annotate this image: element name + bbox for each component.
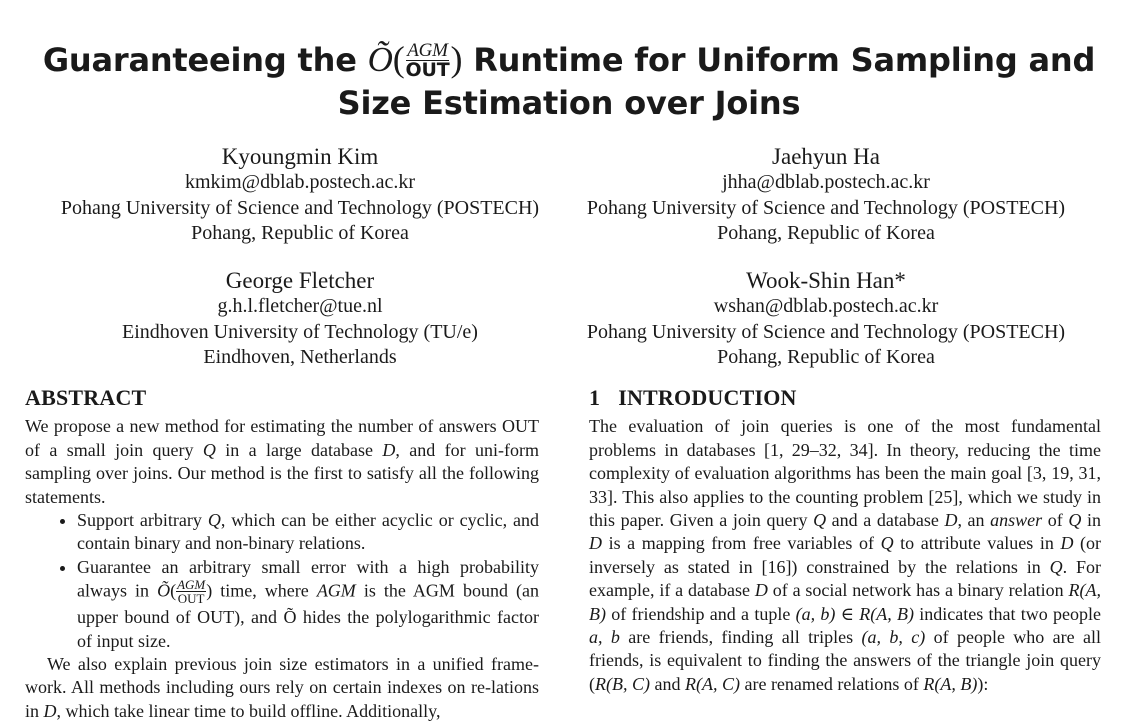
author-location: Pohang, Republic of Korea [717,222,935,244]
list-item: • Guarantee an arbitrary small error with a high probability always in Õ( $\frac{\text{AGM}}{\text{OUT}}$ ) time, where AGM is the AGM bound (an upper bound of OUT), and Õ hides the polylogarithmic factor of input size. [77,556,539,653]
inline-fraction: $\frac{\text{AGM}}{\text{OUT}}$ [177,577,206,607]
author-block-1 [25,143,575,247]
title-line-1: Guaranteeing the Õ( $\frac{\text{AGM}}{\text{OUT}}$ ) Runtime for Uniform Sampling and [42,39,1096,81]
author-name: Kyoungmin Kim [221,144,379,169]
author-location: Eindhoven, Netherlands [203,346,397,368]
author-name: George Fletcher [225,268,375,293]
author-affiliation: Pohang University of Science and Technology (POSTECH) [586,320,1066,343]
author-location: Pohang, Republic of Korea [717,346,935,368]
abstract-paragraph-1: We propose a new method for estimating the number of answers OUT of a small join query Q in a large database D, and for uni-form sampling over joins. Our method is the first to satisfy all the following statements. [25,416,539,507]
title-fraction: $\frac{\text{AGM}}{\text{OUT}}$ [405,39,450,81]
abstract-paragraph-2: We also explain previous join size estimators in a unified frame-work. All methods including ours rely on certain indexes on re-lations in D, which take linear time to build offline. Additionally, [25,654,539,721]
author-email: jhha@dblab.postech.ac.kr [722,171,930,193]
introduction-paragraph: The evaluation of join queries is one of the most fundamental problems in databases [1, 29–32, 34]. In theory, reducing the time complexity of evaluation algorithms has been the main goal [3, 19, 31, 33]. This also applies to the counting problem [25], which we study in this paper. Given a join query Q and a database D, an answer of Q in D is a mapping from free variables of Q to attribute values in D (or inversely as stated in [16]) constrained by the relations in Q. For example, if a database D of a social network has a binary relation R(A, B) of friendship and a tuple (a, b) ∈ R(A, B) indicates that two people a, b are friends, finding all triples (a, b, c) of people who are all friends, is equivalent to finding the answers of the triangle join query (R(B, C) and R(A, C) are renamed relations of R(A, B)): [589,416,1102,694]
author-block-2 [550,143,1102,247]
introduction-heading: 1 INTRODUCTION [589,385,797,410]
section-number: 1 [589,385,601,410]
author-affiliation: Eindhoven University of Technology (TU/e) [122,320,478,343]
abstract-heading: ABSTRACT [25,385,147,410]
title-line-2: Size Estimation over Joins [337,84,801,122]
author-name: Jaehyun Ha [772,144,880,169]
author-block-4 [550,267,1102,371]
list-item: • Support arbitrary Q, which can be either acyclic or cyclic, and contain binary and non-binary relations. [77,509,539,556]
author-block-3 [25,267,575,371]
author-affiliation: Pohang University of Science and Technology (POSTECH) [60,196,540,219]
author-email: kmkim@dblab.postech.ac.kr [184,171,416,193]
abstract-column [25,386,539,723]
author-email: g.h.l.fletcher@tue.nl [217,295,383,317]
author-location: Pohang, Republic of Korea [191,222,409,244]
paper-title [0,38,1138,125]
abstract-bullet-list [25,509,539,653]
introduction-column [589,386,1101,696]
big-o-tilde: Õ [367,40,393,79]
author-email: wshan@dblab.postech.ac.kr [713,295,939,317]
author-name: Wook-Shin Han* [746,268,906,293]
author-affiliation: Pohang University of Science and Technology (POSTECH) [586,196,1066,219]
